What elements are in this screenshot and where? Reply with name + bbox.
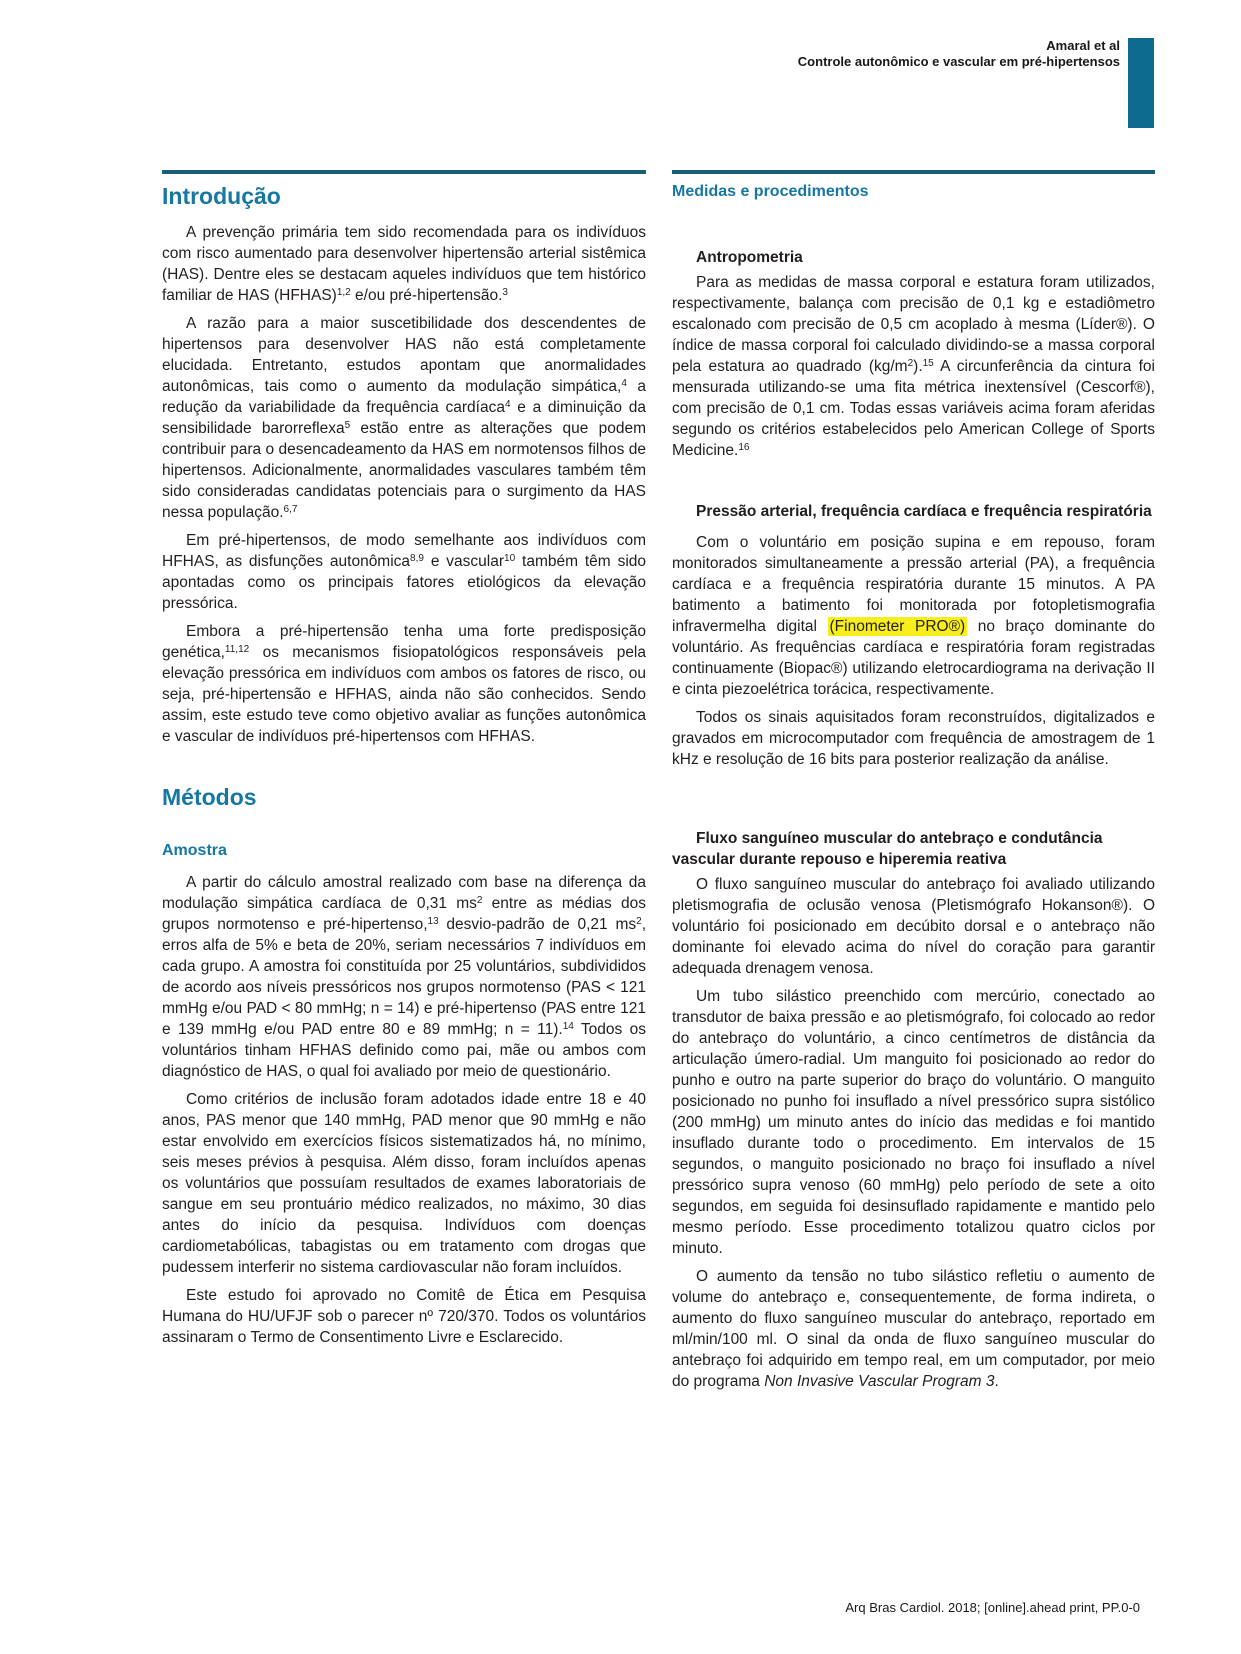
- section-heading-introducao: Introdução: [162, 183, 281, 209]
- header-accent-bar: [1128, 38, 1154, 128]
- intro-paragraph-2: A razão para a maior suscetibilidade dos descendentes de hipertensos para desenvolver HAS não está completamente elucidada. Entretanto, estudos apontam que anormalidades autonômicas, tais como o aumento da modulação simpática,$^4$ a redução da variabilidade da frequência cardíaca$^4$ e a diminuição da sensibilidade barorreflexa$^5$ estão entre as alterações que podem contribuir para o desencadeamento da HAS em normotensos filhos de hipertensos. Adicionalmente, anormalidades vasculares também têm sido consideradas candidatas potenciais para o surgimento da HAS nessa população.$^{6,7}$: [162, 315, 646, 521]
- running-authors: Amaral et al: [1046, 38, 1120, 53]
- intro-paragraph-4: Embora a pré-hipertensão tenha uma forte predisposição genética,$^{11,12}$ os mecanismos fisiopatológicos responsáveis pela elevação pressórica em indivíduos com ambos os fatores de risco, ou seja, pré-hipertensão e HFHAS, ainda não são conhecidos. Sendo assim, este estudo teve como objetivo avaliar as funções autonômica e vascular de indivíduos pré-hipertensos com HFHAS.: [162, 623, 646, 745]
- antropometria-paragraph-1: Para as medidas de massa corporal e estatura foram utilizados, respectivamente, balança com precisão de 0,1 kg e estadiômetro escalonado com precisão de 0,5 cm acoplado à mesma (Líder®). O índice de massa corporal foi calculado dividindo-se a massa corporal pela estatura ao quadrado $(kg/m^2).^{15}$ A circunferência da cintura foi mensurada utilizando-se uma fita métrica inextensível (Cescorf®), com precisão de 0,1 cm. Todas essas variáveis acima foram aferidas segundo os critérios estabelecidos pelo American College of Sports Medicine.$^{16}$: [672, 274, 1155, 459]
- intro-paragraph-3: Em pré-hipertensos, de modo semelhante aos indivíduos com HFHAS, as disfunções autonômica$^{8,9}$ e vascular$^{10}$ também têm sido apontadas como os principais fatores etiológicos da elevação pressórica.: [162, 532, 647, 612]
- amostra-paragraph-2: Como critérios de inclusão foram adotados idade entre 18 e 40 anos, PAS menor que 140 mmHg, PAD menor que 90 mmHg e não estar envolvido em exercícios físicos sistematizados há, no mínimo, seis meses prévios à pesquisa. Além disso, foram incluídos apenas os voluntários que possuíam resultados de exames laboratoriais de sangue em seu prontuário médico realizados, no máximo, 30 dias antes do início da pesquisa. Indivíduos com doenças cardiometabólicas, tabagistas ou em tratamento com drogas que pudessem interferir no sistema cardiovascular não foram incluídos.: [162, 1091, 646, 1276]
- subsection-heading-medidas: Medidas e procedimentos: [672, 183, 869, 200]
- pressao-paragraph-1: Com o voluntário em posição supina e em repouso, foram monitorados simultaneamente a pressão arterial (PA), a frequência cardíaca e a frequência respiratória durante 15 minutos. A PA batimento a batimento foi monitorada por fotopletismografia infravermelha digital (Finometer PRO®) no braço dominante do voluntário. As frequências cardíaca e respiratória foram registradas continuamente (Biopac®) utilizando eletrocardiograma na derivação II e cinta piezoelétrica torácica, respectivamente.: [672, 534, 1155, 698]
- amostra-paragraph-3: Este estudo foi aprovado no Comitê de Ética em Pesquisa Humana do HU/UFJF sob o parecer nº 720/370. Todos os voluntários assinaram o Termo de Consentimento Livre e Esclarecido.: [162, 1287, 646, 1346]
- fluxo-paragraph-3: O aumento da tensão no tubo silástico refletiu o aumento de volume do antebraço e, consequentemente, de forma indireta, o aumento do fluxo sanguíneo muscular do antebraço, reportado em ml/min/100 ml. O sinal da onda de fluxo sanguíneo muscular do antebraço foi adquirido em tempo real, em um computador, por meio do programa Non Invasive Vascular Program 3.: [672, 1268, 1155, 1390]
- journal-citation: Arq Bras Cardiol. 2018; [online].ahead print, PP.0-0: [845, 1600, 1140, 1615]
- running-title: Controle autonômico e vascular em pré-hipertensos: [797, 54, 1120, 69]
- subsection-heading-amostra: Amostra: [162, 842, 227, 859]
- fluxo-paragraph-1: O fluxo sanguíneo muscular do antebraço foi avaliado utilizando pletismografia de oclusão venosa (Pletismógrafo Hokanson®). O voluntário foi posicionado em decúbito dorsal e o antebraço não dominante foi elevado acima do nível do coração para garantir adequada drenagem venosa.: [672, 876, 1155, 977]
- subsection-title-pressao-arterial: Pressão arterial, frequência cardíaca e frequência respiratória: [696, 503, 1152, 520]
- intro-paragraph-1: A prevenção primária tem sido recomendada para os indivíduos com risco aumentado para desenvolver hipertensão arterial sistêmica (HAS). Dentre eles se destacam aqueles indivíduos que tem histórico familiar de HAS (HFHAS)$^{1,2}$ e/ou pré-hipertensão.$^3$: [162, 224, 646, 304]
- fluxo-paragraph-2: Um tubo silástico preenchido com mercúrio, conectado ao transdutor de baixa pressão e ao pletismógrafo, foi colocado ao redor do antebraço do voluntário, a cinco centímetros de distância da articulação úmero-radial. Um manguito foi posicionado ao redor do punho e outro na parte superior do braço do voluntário. O manguito posicionado no punho foi insuflado a nível pressórico supra sistólico (200 mmHg) um minuto antes do início das medidas e foi mantido insuflado durante todo o procedimento. Em intervalos de 15 segundos, o manguito posicionado no braço foi insuflado a nível pressórico supra venoso (60 mmHg) pelo período de sete a oito segundos, em seguida foi desinsuflado rapidamente e mantido pelo mesmo período. Esse procedimento totalizou quatro ciclos por minuto.: [672, 988, 1155, 1257]
- column-rule-left: [162, 170, 646, 174]
- page-footer: [845, 1600, 1140, 1615]
- pressao-paragraph-2: Todos os sinais aquisitados foram reconstruídos, digitalizados e gravados em microcomputador com frequência de amostragem de 1 kHz e resolução de 16 bits para posterior realização da análise.: [672, 709, 1155, 768]
- column-rule-right: [672, 170, 1155, 174]
- right-column: [672, 170, 1155, 1399]
- amostra-paragraph-1: A partir do cálculo amostral realizado com base na diferença da modulação simpática cardíaca de 0,31 $ms^2$ entre as médias dos grupos normotenso e pré-hipertenso,$^{13}$ desvio-padrão de 0,21 $ms^2$, erros alfa de 5% e beta de 20%, seriam necessários 7 indivíduos em cada grupo. A amostra foi constituída por 25 voluntários, subdivididos de acordo aos níveis pressóricos nos grupos normotenso (PAS < 121 mmHg e/ou PAD < 80 mmHg; n = 14) e pré-hipertenso (PAS entre 121 e 139 mmHg e/ou PAD entre 80 e 89 mmHg; n = 11).$^{14}$ Todos os voluntários tinham HFHAS definido como pai, mãe ou ambos com diagnóstico de HAS, o qual foi avaliado por meio de questionário.: [162, 874, 646, 1080]
- left-column: [162, 170, 646, 1355]
- section-heading-metodos: Métodos: [162, 784, 257, 810]
- subsection-title-antropometria: Antropometria: [696, 249, 803, 266]
- subsection-title-fluxo-sanguineo: Fluxo sanguíneo muscular do antebraço e condutância vascular durante repouso e hiperemia reativa: [672, 830, 1103, 868]
- running-head: [798, 38, 1120, 70]
